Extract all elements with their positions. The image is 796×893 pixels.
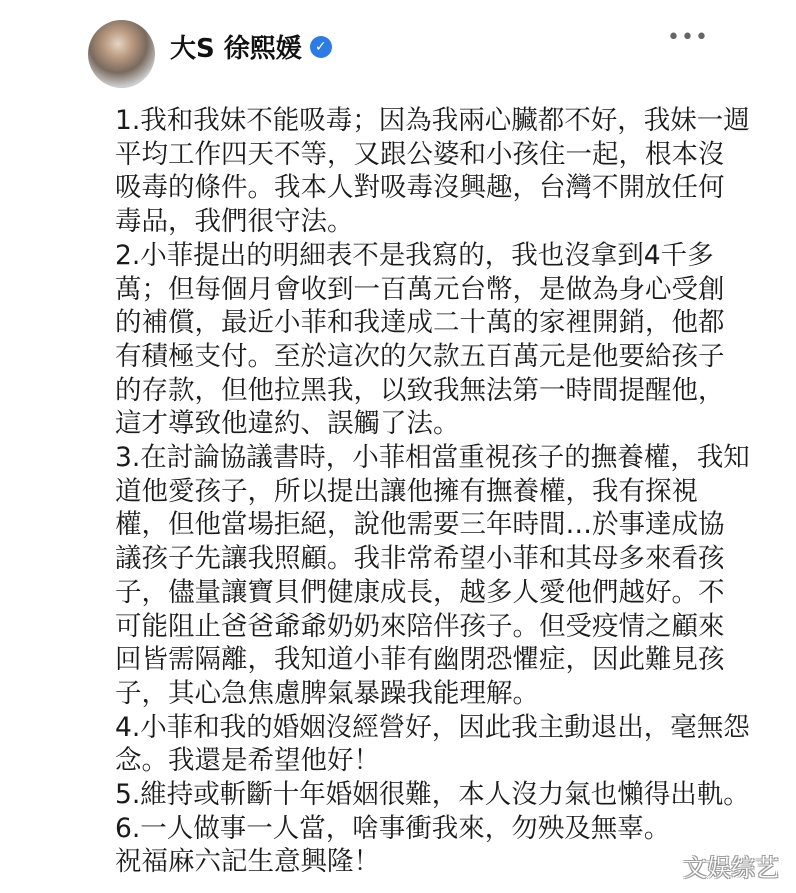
post-text-line: 萬；但每個月會收到一百萬元台幣，是做為身心受創 <box>115 273 725 305</box>
post-text-line: 吸毒的條件。我本人對吸毒沒興趣，台灣不開放任何 <box>115 172 725 204</box>
post-text-line: 3.在討論協議書時，小菲相當重視孩子的撫養權，我知 <box>115 442 750 474</box>
avatar[interactable] <box>88 20 155 88</box>
post-text-line: 有積極支付。至於這次的欠款五百萬元是他要給孩子 <box>115 340 725 372</box>
post-text-line: 子，其心急焦慮脾氣暴躁我能理解。 <box>115 677 539 709</box>
post-text-line: 這才導致他違約、誤觸了法。 <box>115 408 460 440</box>
post-text-line: 道他愛孩子，所以提出讓他擁有撫養權，我有探視 <box>115 475 698 507</box>
post-text-line: 祝福麻六記生意興隆！ <box>115 846 380 878</box>
post-text-line: 回皆需隔離，我知道小菲有幽閉恐懼症，因此難見孩 <box>115 644 725 676</box>
post-text-line: 4.小菲和我的婚姻沒經營好，因此我主動退出，毫無怨 <box>115 711 750 743</box>
post-text-line: 權，但他當場拒絕，說他需要三年時間…於事達成協 <box>115 509 725 541</box>
post-text-line: 可能阻止爸爸爺爺奶奶來陪伴孩子。但受疫情之顧來 <box>115 610 725 642</box>
author-name[interactable]: 大S 徐熙媛 <box>170 34 302 64</box>
post-text-line: 平均工作四天不等，又跟公婆和小孩住一起，根本沒 <box>115 138 725 170</box>
post-text-line: 議孩子先讓我照顧。我非常希望小菲和其母多來看孩 <box>115 543 725 575</box>
post-text-line: 1.我和我妹不能吸毒；因為我兩心臟都不好，我妹一週 <box>115 105 750 136</box>
post-text-line: 6.一人做事一人當，啥事衝我來，勿殃及無辜。 <box>115 812 671 844</box>
post-body <box>115 104 750 879</box>
post-header <box>170 28 332 65</box>
post-text-line: 的補償，最近小菲和我達成二十萬的家裡開銷，他都 <box>115 307 725 339</box>
post-text-line: 5.維持或斬斷十年婚姻很難，本人沒力氣也懶得出軌。 <box>115 779 750 811</box>
post-text-line: 毒品，我們很守法。 <box>115 206 354 238</box>
post-text-line: 子，儘量讓寶貝們健康成長，越多人愛他們越好。不 <box>115 576 725 608</box>
post-text-line: 的存款，但他拉黑我，以致我無法第一時間提醒他， <box>115 374 725 406</box>
watermark: 文娱综艺 <box>683 854 779 882</box>
post-text-line: 2.小菲提出的明細表不是我寫的，我也沒拿到4千多 <box>115 239 714 271</box>
verified-badge-icon: ✓ <box>310 36 332 58</box>
post-text-line: 念。我還是希望他好！ <box>115 745 380 777</box>
more-options-button[interactable]: ••• <box>667 25 709 50</box>
